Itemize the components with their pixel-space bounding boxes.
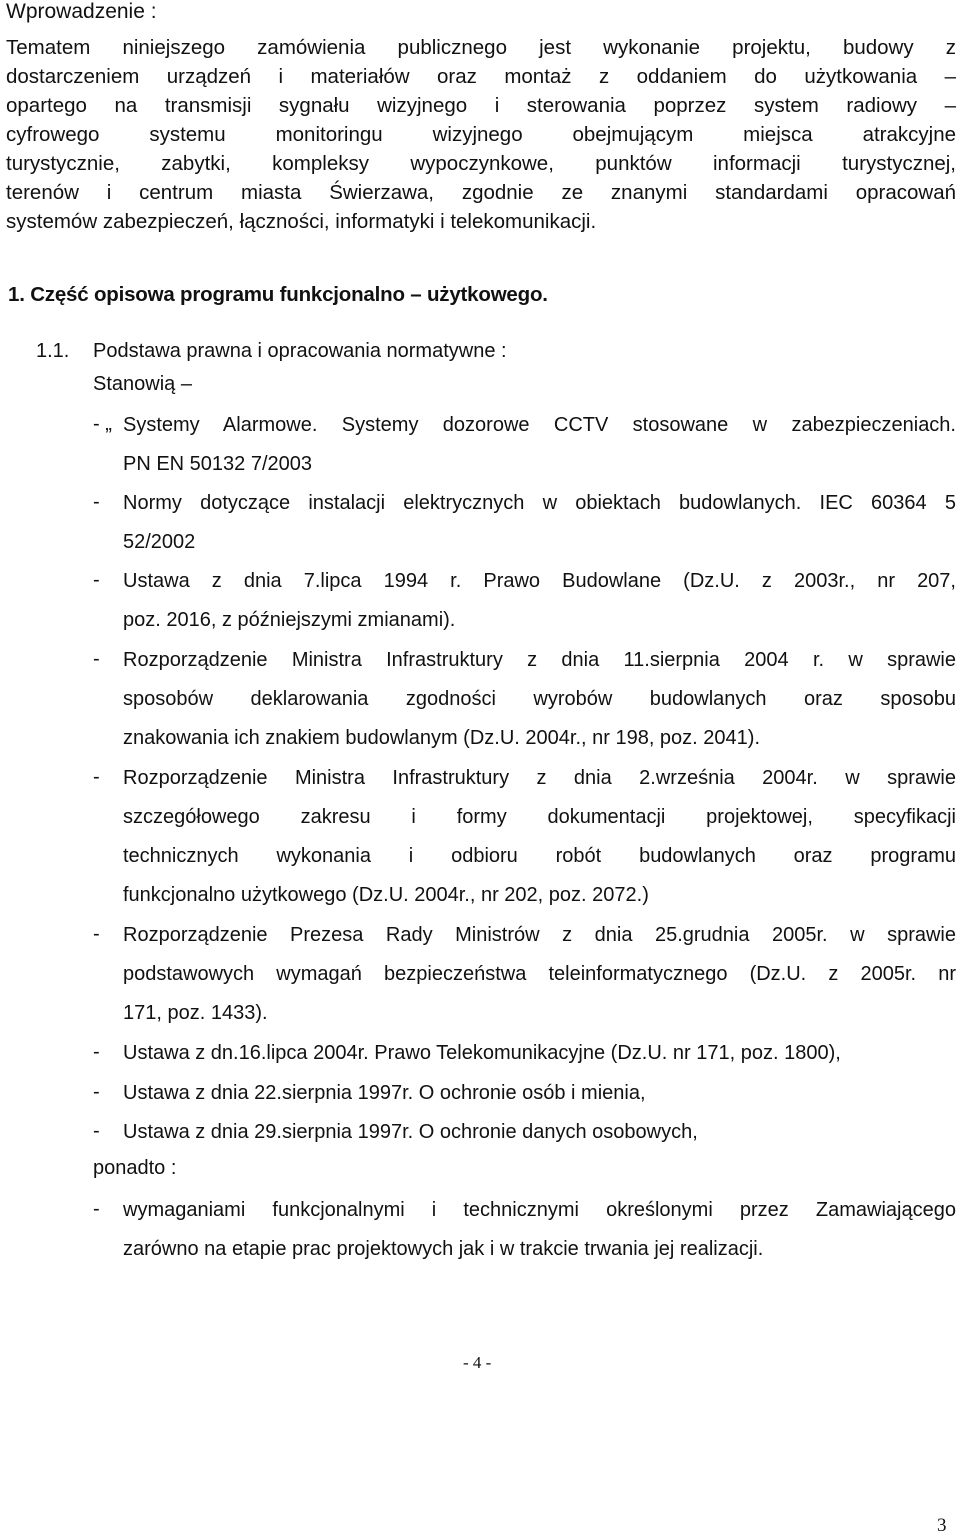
intro-line: opartego na transmisji sygnału wizyjnego i sterowania poprzez system radiowy – <box>6 94 956 117</box>
ponadto-label: ponadto : <box>93 1157 177 1179</box>
intro-title: Wprowadzenie : <box>6 0 157 23</box>
list-item-line: sposobów deklarowania zgodności wyrobów budowlanych oraz sposobu <box>123 688 956 710</box>
list-item-line: wymaganiami funkcjonalnymi i technicznymi określonymi przez Zamawiającego <box>123 1199 956 1221</box>
list-item-line: poz. 2016, z późniejszymi zmianami). <box>123 609 456 631</box>
intro-line: turystycznie, zabytki, kompleksy wypoczynkowe, punktów informacji turystycznej, <box>6 152 956 175</box>
subsection-number: 1.1. <box>36 340 70 362</box>
list-dash: - <box>93 766 100 788</box>
list-item-line: Ustawa z dnia 29.sierpnia 1997r. O ochronie danych osobowych, <box>123 1121 698 1143</box>
list-item-line: Rozporządzenie Prezesa Rady Ministrów z dnia 25.grudnia 2005r. w sprawie <box>123 924 956 946</box>
list-item-line: 52/2002 <box>123 531 196 553</box>
intro-line: dostarczeniem urządzeń i materiałów oraz montaż z oddaniem do użytkowania – <box>6 65 956 88</box>
list-dash: - <box>93 569 100 591</box>
list-item-line: funkcjonalno użytkowego (Dz.U. 2004r., nr 202, poz. 2072.) <box>123 884 649 906</box>
list-item-line: podstawowych wymagań bezpieczeństwa teleinformatycznego (Dz.U. z 2005r. nr <box>123 963 956 985</box>
intro-line: systemów zabezpieczeń, łączności, informatyki i telekomunikacji. <box>6 210 597 233</box>
intro-paragraph <box>6 33 956 236</box>
list-item-line: szczegółowego zakresu i formy dokumentacji projektowej, specyfikacji <box>123 806 956 828</box>
list-item-line: Systemy Alarmowe. Systemy dozorowe CCTV stosowane w zabezpieczeniach. <box>123 414 956 436</box>
list-item-line: Ustawa z dnia 7.lipca 1994 r. Prawo Budowlane (Dz.U. z 2003r., nr 207, <box>123 570 956 592</box>
page-marker: - 4 - <box>463 1353 492 1372</box>
list-item-line: znakowania ich znakiem budowlanym (Dz.U. 2004r., nr 198, poz. 2041). <box>123 727 761 749</box>
list-item-line: Rozporządzenie Ministra Infrastruktury z dnia 2.września 2004r. w sprawie <box>123 767 956 789</box>
intro-line: terenów i centrum miasta Świerzawa, zgodnie ze znanymi standardami opracowań <box>6 181 956 204</box>
list-item-line: Ustawa z dnia 22.sierpnia 1997r. O ochronie osób i mienia, <box>123 1082 646 1104</box>
list-item-line: Normy dotyczące instalacji elektrycznych w obiektach budowlanych. IEC 60364 5 <box>123 492 956 514</box>
intro-line: cyfrowego systemu monitoringu wizyjnego obejmującym miejsca atrakcyjne <box>6 123 956 146</box>
list-item-line: technicznych wykonania i odbioru robót budowlanych oraz programu <box>123 845 956 867</box>
list-item-line: PN EN 50132 7/2003 <box>123 453 313 475</box>
section-heading: 1. Część opisowa programu funkcjonalno – użytkowego. <box>8 283 548 306</box>
list-dash: - „ <box>93 413 112 435</box>
intro-line: Tematem niniejszego zamówienia publicznego jest wykonanie projektu, budowy z <box>6 36 956 59</box>
list-item-line: Ustawa z dn.16.lipca 2004r. Prawo Telekomunikacyjne (Dz.U. nr 171, poz. 1800), <box>123 1042 841 1064</box>
subsection-title: Podstawa prawna i opracowania normatywne : <box>93 340 507 362</box>
list-dash: - <box>93 1198 100 1220</box>
sheet-number: 3 <box>937 1515 947 1536</box>
list-dash: - <box>93 1081 100 1103</box>
list-dash: - <box>93 1041 100 1063</box>
list-dash: - <box>93 491 100 513</box>
list-item-line: Rozporządzenie Ministra Infrastruktury z dnia 11.sierpnia 2004 r. w sprawie <box>123 649 956 671</box>
list-dash: - <box>93 648 100 670</box>
intro-word: Stanowią – <box>93 373 192 395</box>
list-item-line: zarówno na etapie prac projektowych jak i w trakcie trwania jej realizacji. <box>123 1238 764 1260</box>
list-item-line: 171, poz. 1433). <box>123 1002 268 1024</box>
list-dash: - <box>93 923 100 945</box>
list-dash: - <box>93 1120 100 1142</box>
